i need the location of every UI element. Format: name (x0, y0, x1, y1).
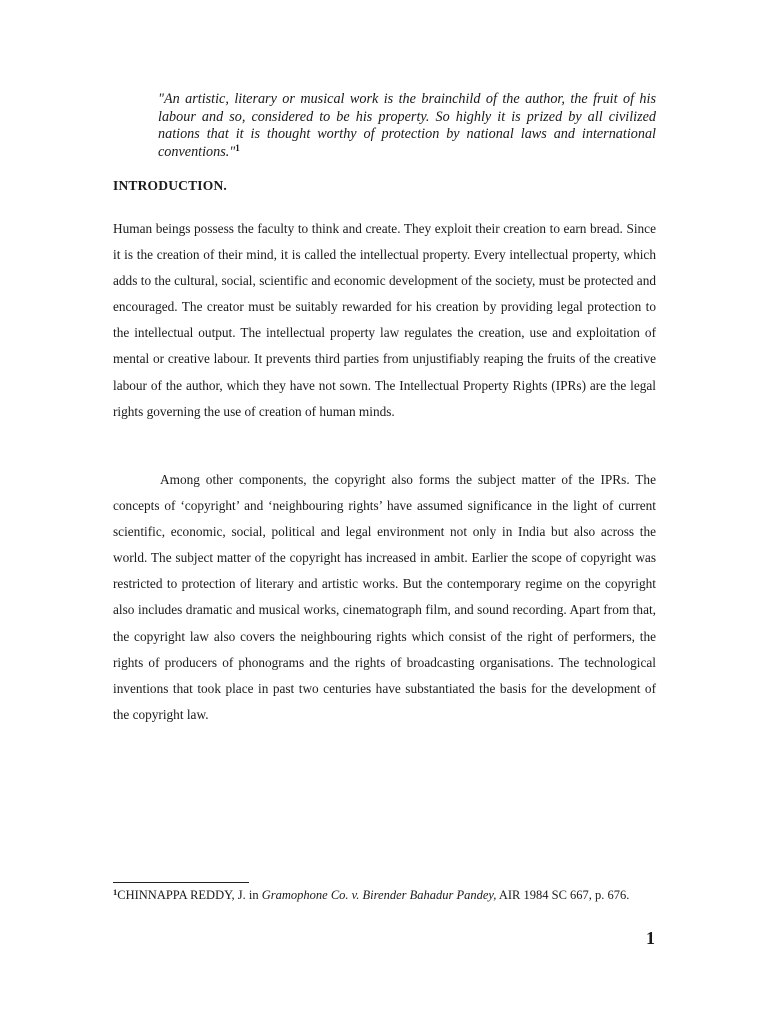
footnote-case-name: Gramophone Co. v. Birender Bahadur Pandey, (261, 888, 497, 902)
epigraph-text: "An artistic, literary or musical work is the brainchild of the author, the fruit of his labour and so, considered to be his property. So highly it is prized by all civilized nations that it is thought worthy of protection by national laws and international conventions." (158, 91, 656, 160)
section-heading: INTRODUCTION. (113, 178, 227, 193)
footnote-number: 1 (113, 887, 118, 897)
epigraph-quote (158, 91, 656, 161)
paragraph-1: Human beings possess the faculty to think and create. They exploit their creation to earn bread. Since it is the creation of their mind, it is called the intellectual property. Every intellectual property, which adds to the cultural, social, scientific and economic development of the society, must be protected and encouraged. The creator must be suitably rewarded for his creation by providing legal protection to the intellectual output. The intellectual property law regulates the creation, use and exploitation of mental or creative labour. It prevents third parties from unjustifiably reaping the fruits of the creative labour of the author, which they have not sown. The Intellectual Property Rights (IPRs) are the legal rights governing the use of creation of human minds. (113, 221, 656, 419)
footnote (113, 888, 629, 903)
page-number: 1 (646, 928, 655, 948)
paragraph-2: Among other components, the copyright also forms the subject matter of the IPRs. The concepts of ‘copyright’ and ‘neighbouring rights’ have assumed significance in the light of current scientific, economic, social, political and legal environment not only in India but also across the world. The subject matter of the copyright has increased in ambit. Earlier the scope of copyright was restricted to protection of literary and artistic works. But the contemporary regime on the copyright also includes dramatic and musical works, cinematograph film, and sound recording. Apart from that, the copyright law also covers the neighbouring rights which consist of the right of performers, the rights of producers of phonograms and the rights of broadcasting organisations. The technological inventions that took place in past two centuries have substantiated the basis for the development of the copyright law. (113, 472, 656, 722)
epigraph-footnote-ref[interactable]: 1 (235, 142, 240, 153)
footnote-author: CHINNAPPA REDDY, J. in (117, 888, 262, 902)
footnote-citation: AIR 1984 SC 667, p. 676. (496, 888, 630, 902)
footnote-separator (113, 882, 249, 883)
